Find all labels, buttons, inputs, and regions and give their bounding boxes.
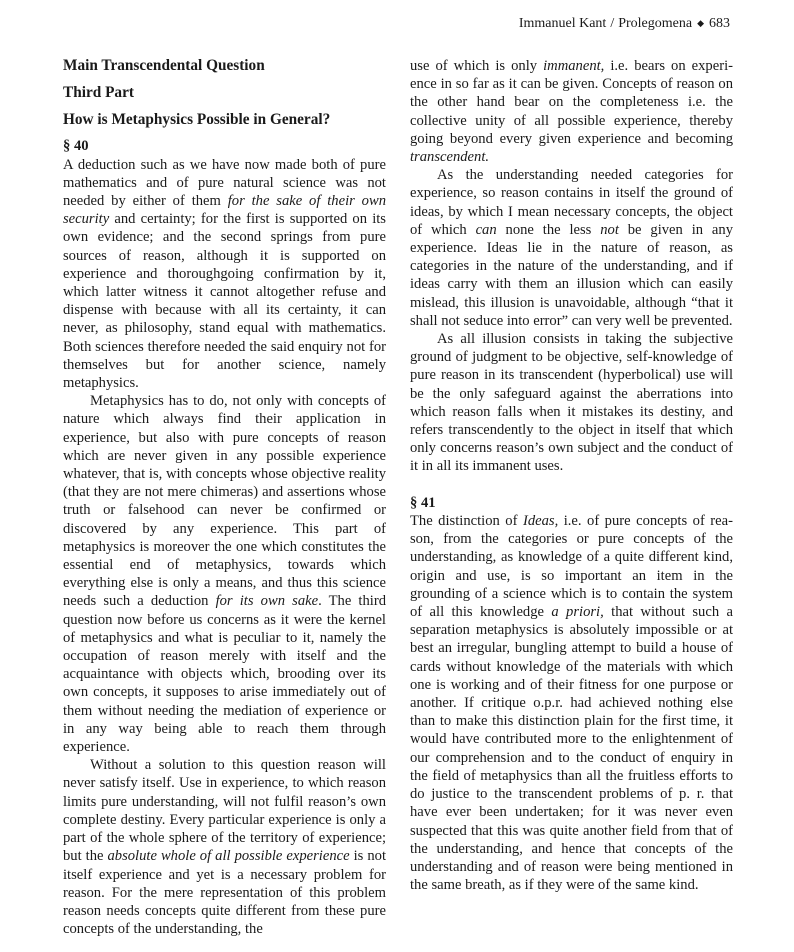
- heading-third-part: Third Part: [63, 83, 134, 101]
- text-run: The distinction of: [410, 513, 523, 530]
- running-head: [519, 16, 730, 32]
- text-run: be given in any experience. Ideas lie in the nature of reason, as categories in the nature of the understanding, and if ideas carry with them an illusion which can easily mislead, this illusion is unavoidable, although “that it shall not seduce into error” can very well be prevented.: [410, 221, 733, 329]
- text-run: Without a solution to this question reason will never satisfy itself. Use in experience, to which reason limits pure understanding, will not fulfil reason’s own complete destiny. Every particular experience is only a part of the whole sphere of the territory of experience; but the: [63, 757, 386, 865]
- italic-run: absolute whole of all possible experience: [107, 848, 350, 865]
- paragraph-41-1: [410, 512, 733, 894]
- italic-run: transcendent.: [410, 149, 490, 166]
- text-run: and certainty; for the first is supported on its own evidence; and the second springs from pure sources of reason, although it is supported on experience and thoroughgoing confirmation by it, which latter witness it cannot altogether refuse and dispense with because with all its certainty, it can never, as philosophy, stand equal with mathematics. Both sciences therefore needed the said enquiry not for themselves but for another science, namely metaphysics.: [63, 211, 386, 392]
- paragraph-40-3: [63, 756, 386, 938]
- left-column: [63, 57, 386, 938]
- italic-run: for its own sake: [215, 593, 319, 610]
- text-run: As the understanding needed categories for experience, so reason contains in itself the ground of ideas, by which I mean necessary concepts, the object of which: [410, 167, 733, 238]
- diamond-ornament-icon: ◆: [697, 18, 704, 28]
- italic-run: not: [600, 221, 619, 238]
- section-mark-40: § 40: [63, 138, 89, 155]
- heading-metaphysics-question: How is Metaphysics Possible in General?: [63, 110, 331, 128]
- italic-run: can: [475, 221, 497, 238]
- right-column: [410, 57, 733, 894]
- text-run: use of which is only: [410, 58, 544, 74]
- section-gap: [410, 476, 733, 494]
- paragraph-40-5: As all illusion consists in taking the subjective ground of judgment to be objective, self-knowledge of pure reason in its transcendent (hyperbolical) use will be the only safeguard against the aberrations into which reason falls when it mistakes its destiny, and refers transcendently to the object in itself that which only concerns reason’s own subject and the conduct of it in all its immanent uses.: [410, 331, 733, 475]
- paragraph-40-4: [410, 166, 733, 330]
- running-head-work: Prolegomena: [618, 16, 693, 31]
- text-run: . The third question now before us concerns as it were the kernel of metaphysics and what is peculiar to it, namely the occupation of reason merely with itself and the acquaintance with objects which, brooding over its own concepts, it supposes to arise immediately out of them without needing the mediation of experience or in any way being able to reach them through experience.: [63, 593, 386, 756]
- paragraph-40-1: [63, 156, 386, 393]
- text-run: i.e. bears on experience in so far as it can be given. Concepts of reason on the other hand bear on the completeness i.e. the collective unity of all possible experience, thereby going beyond every given experience and becoming: [410, 58, 733, 147]
- heading-main-question: Main Transcendental Question: [63, 57, 265, 74]
- text-run: A deduction such as we have now made both of pure mathematics and of pure natural science was not needed by either of them: [63, 156, 386, 209]
- running-head-author: Immanuel Kant: [518, 16, 607, 31]
- italic-run: for the sake of their own security: [63, 192, 386, 228]
- section-headings: [63, 57, 386, 129]
- italic-run: a priori,: [551, 604, 604, 621]
- text-run: i.e. of pure concepts of reason, from the categories or pure concepts of the understanding, as knowledge of a quite different kind, origin and use, is so important an item in the grounding of a science which is to contain the system of all this knowledge: [410, 513, 733, 621]
- page-number: 683: [709, 16, 730, 31]
- text-run: that without such a separation metaphysics is absolutely impossible or at best an irregular, bungling attempt to build a house of cards without knowledge of the materials with which one is working and of their fitness for one purpose or another. If critique o.p.r. had achieved nothing else than to make this distinction plain for the first time, it would have contributed more to the enlightenment of our comprehension and to the conduct of enquiry in the field of metaphysics than all the fruitless efforts to do justice to the transcendent problems of p. r. that have ever been undertaken; for it was never even suspected that this was quite another field from that of the understanding, and hence that concepts of the understanding and of reason were being mentioned in the same breath, as if they were of the same kind.: [410, 604, 733, 894]
- paragraph-40-2: [63, 392, 386, 756]
- running-head-separator: /: [610, 16, 615, 31]
- italic-run: Ideas,: [522, 513, 559, 530]
- text-run: is not itself experience and yet is a necessary problem for reason. For the mere representation of this problem reason needs concepts quite different from these pure concepts of the understanding, the: [63, 848, 386, 938]
- paragraph-40-3-continued: [410, 57, 733, 166]
- section-mark-41: § 41: [410, 494, 436, 511]
- text-run: Metaphysics has to do, not only with concepts of nature which always find their application in experience, but also with pure concepts of reason which are never given in any possible experience whatever, that is, with concepts whose objective reality (that they are not mere chimeras) and assertions whose truth or falsehood can never be confirmed or discovered by any experience. This part of metaphysics is moreover the one which constitutes the essential end of metaphysics, towards which everything else is only a means, and thus this science needs such a deduction: [63, 393, 386, 610]
- text-run: none the less: [496, 221, 601, 238]
- italic-run: immanent,: [543, 58, 605, 74]
